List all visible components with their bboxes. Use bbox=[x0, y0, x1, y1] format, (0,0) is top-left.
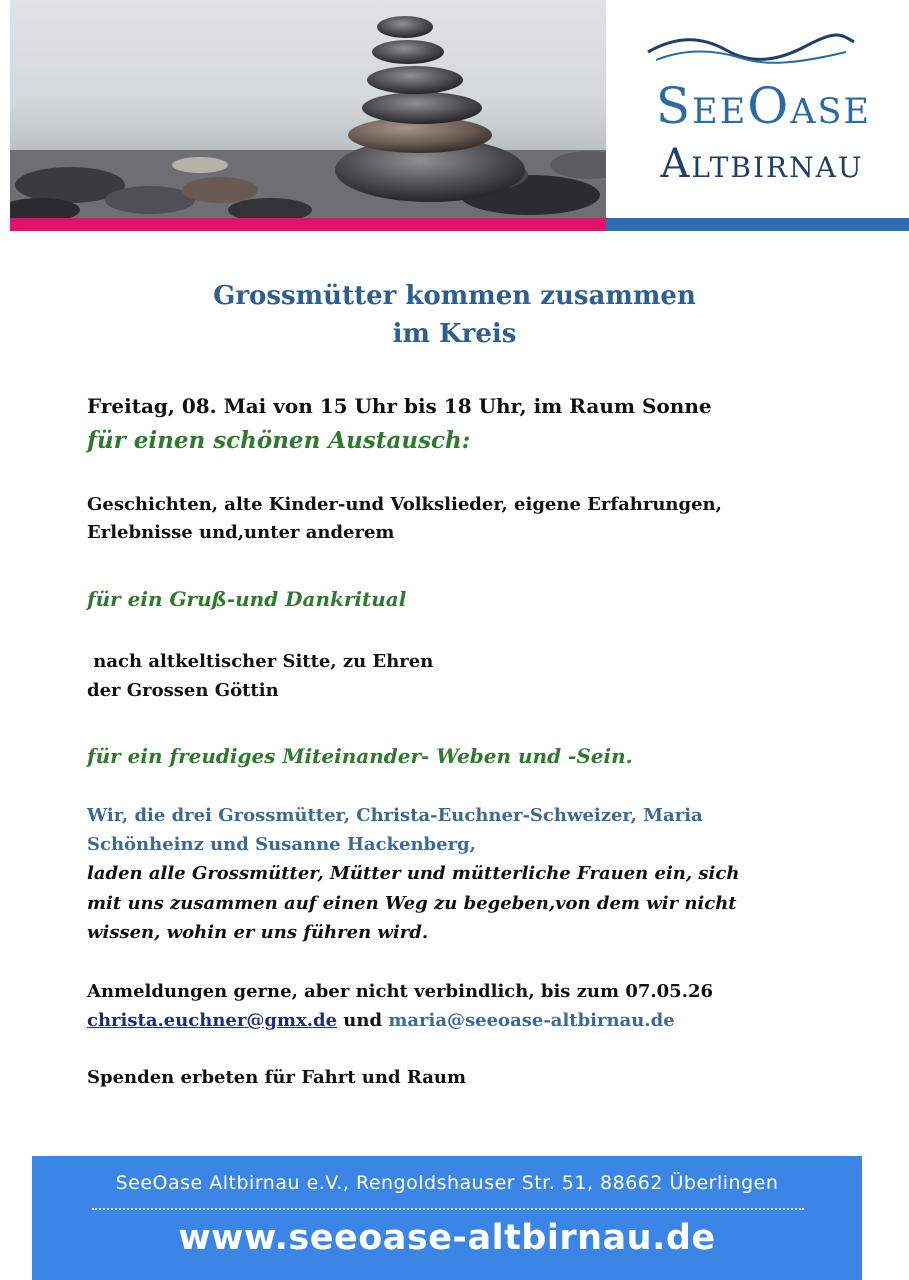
purpose-exchange: für einen schönen Austausch: bbox=[87, 427, 471, 454]
title-line-2: im Kreis bbox=[392, 319, 517, 349]
email-link-christa[interactable]: christa.euchner@gmx.de bbox=[87, 1010, 338, 1031]
seeoase-logo bbox=[606, 0, 909, 218]
stone-cairn-image bbox=[10, 0, 606, 222]
footer-address: SeeOase Altbirnau e.V., Rengoldshauser Str. 51, 88662 Überlingen bbox=[115, 1172, 779, 1194]
registration-text: Anmeldungen gerne, aber nicht verbindlich, bis zum 07.05.26 bbox=[87, 981, 714, 1002]
email-link-maria[interactable]: maria@seeoase-altbirnau.de bbox=[388, 1010, 675, 1031]
footer-divider bbox=[92, 1208, 804, 1210]
hosts-line-1: Wir, die drei Grossmütter, Christa-Euchner-Schweizer, Maria bbox=[87, 805, 703, 826]
blue-accent-bar bbox=[606, 218, 909, 231]
wave-icon bbox=[646, 28, 856, 68]
title-line-1: Grossmütter kommen zusammen bbox=[213, 281, 696, 311]
footer-website-link[interactable]: www.seeoase-altbirnau.de bbox=[178, 1218, 716, 1258]
header-photo-stacked-stones bbox=[10, 0, 606, 222]
registration-contacts bbox=[87, 1010, 675, 1031]
purpose-togetherness: für ein freudiges Miteinander- Weben und -Sein. bbox=[87, 744, 633, 768]
and-text: und bbox=[337, 1010, 389, 1031]
pink-accent-bar bbox=[10, 218, 606, 231]
topics-line-2: Erlebnisse und,unter anderem bbox=[87, 522, 395, 543]
invite-line-2: mit uns zusammen auf einen Weg zu begeben,von dem wir nicht bbox=[87, 893, 737, 914]
logo-wordmark-altbirnau: Altbirnau bbox=[660, 141, 864, 187]
invite-line-3: wissen, wohin er uns führen wird. bbox=[87, 922, 429, 943]
donations-text: Spenden erbeten für Fahrt und Raum bbox=[87, 1067, 466, 1088]
ritual-line-2: der Grossen Göttin bbox=[87, 680, 279, 701]
invite-line-1: laden alle Grossmütter, Mütter und mütterliche Frauen ein, sich bbox=[87, 863, 740, 884]
topics-line-1: Geschichten, alte Kinder-und Volkslieder, eigene Erfahrungen, bbox=[87, 494, 722, 515]
hosts-line-2: Schönheinz und Susanne Hackenberg, bbox=[87, 834, 476, 855]
purpose-ritual: für ein Gruß-und Dankritual bbox=[87, 587, 407, 611]
logo-wordmark-seeoase: SeeOase bbox=[655, 77, 872, 135]
event-date-line: Freitag, 08. Mai von 15 Uhr bis 18 Uhr, im Raum Sonne bbox=[87, 394, 712, 418]
page-title bbox=[0, 277, 909, 353]
footer-banner bbox=[32, 1156, 862, 1280]
ritual-line-1: nach altkeltischer Sitte, zu Ehren bbox=[87, 651, 434, 672]
